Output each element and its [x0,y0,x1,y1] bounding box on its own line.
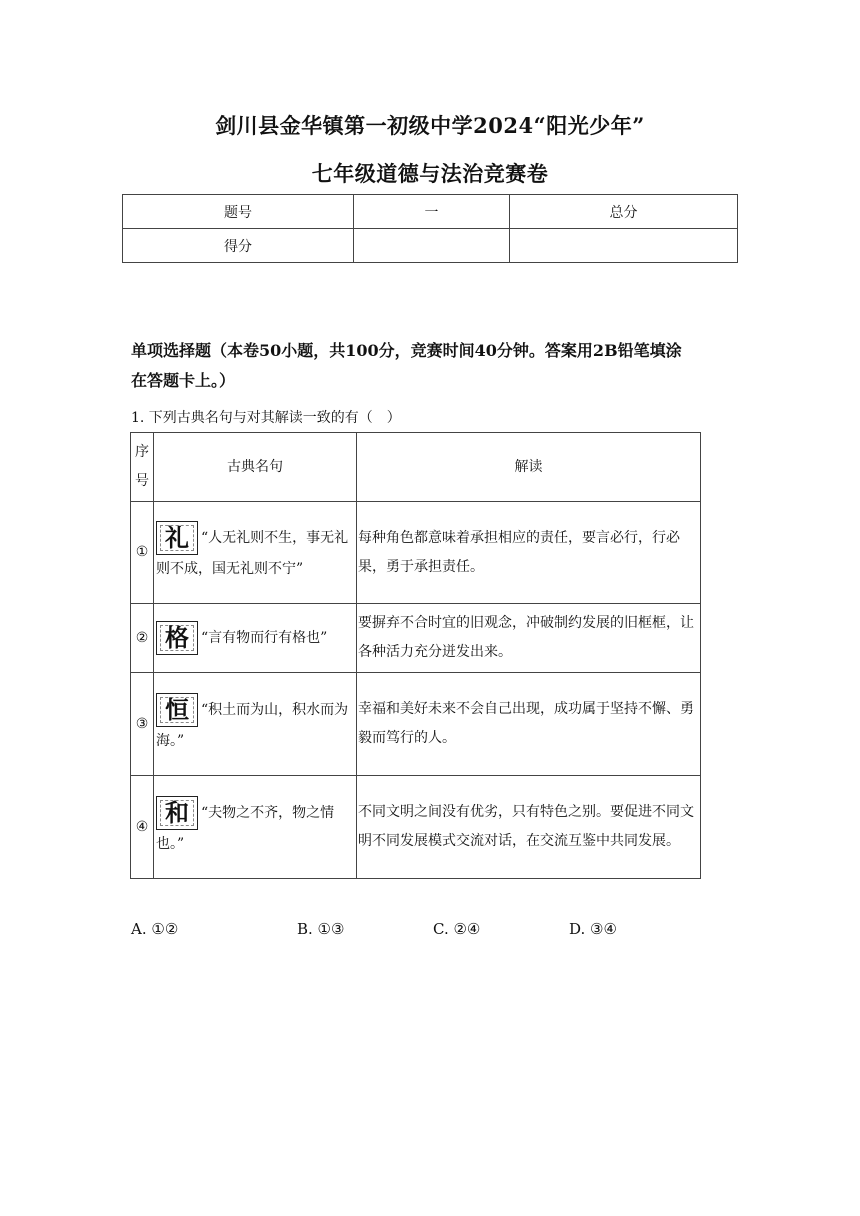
row-quote-cell [154,776,357,879]
header-quote: 古典名句 [154,433,357,502]
score-header-one: 一 [354,195,510,229]
question-text: 1. 下列古典名句与对其解读一致的有（ ） [131,410,401,426]
row-interp: 每种角色都意味着承担相应的责任，要言必行，行必果，勇于承担责任。 [357,502,701,604]
ge-calligraphy-icon: 格 [156,621,198,655]
li-calligraphy-icon: 礼 [156,521,198,555]
row-quote: “人无礼则不生，事无礼则不成，国无礼则不宁” [156,530,349,577]
table-row [131,673,701,776]
table-row [131,604,701,673]
score-table [122,194,738,263]
header-num-line2: 号 [135,473,149,489]
row-interp: 幸福和美好未来不会自己出现，成功属于坚持不懈、勇毅而笃行的人。 [357,673,701,776]
heng-calligraphy-icon: 恒 [156,693,198,727]
row-num: ③ [131,673,154,776]
header-interp: 解读 [357,433,701,502]
header-num [131,433,154,502]
table-row [131,776,701,879]
row-quote: “夫物之不齐，物之情也。” [156,804,335,852]
row-quote-cell [154,604,357,673]
score-cell-one[interactable] [354,229,510,263]
header-num-line1: 序 [135,444,149,460]
exam-title-line2: 七年级道德与法治竞赛卷 [311,161,549,186]
row-quote: “言有物而行有格也” [201,630,328,646]
score-row-label: 得分 [123,229,354,263]
option-c[interactable]: C. ②④ [433,920,481,938]
row-quote-cell [154,502,357,604]
exam-title-line1: 剑川县金华镇第一初级中学2024“阳光少年” [215,113,645,138]
option-a[interactable]: A. ①② [131,920,179,938]
question-table [130,432,701,879]
option-b[interactable]: B. ①③ [297,920,345,938]
row-num: ④ [131,776,154,879]
table-row [131,502,701,604]
row-quote: “积土而为山，积水而为海。” [156,701,349,749]
option-d[interactable]: D. ③④ [569,920,617,938]
score-cell-total[interactable] [510,229,738,263]
section-line1: 单项选择题（本卷50小题，共100分，竞赛时间40分钟。答案用2B铅笔填涂 [131,341,682,360]
he-calligraphy-icon: 和 [156,796,198,830]
row-interp: 要摒弃不合时宜的旧观念，冲破制约发展的旧框框，让各种活力充分迸发出来。 [357,604,701,673]
section-instructions [131,336,731,396]
score-header-total: 总分 [510,195,738,229]
section-line2: 在答题卡上。） [131,371,236,390]
row-num: ② [131,604,154,673]
row-interp: 不同文明之间没有优劣，只有特色之别。要促进不同文明不同发展模式交流对话，在交流互鉴中共同发展。 [357,776,701,879]
score-header-number: 题号 [123,195,354,229]
row-num: ① [131,502,154,604]
row-quote-cell [154,673,357,776]
